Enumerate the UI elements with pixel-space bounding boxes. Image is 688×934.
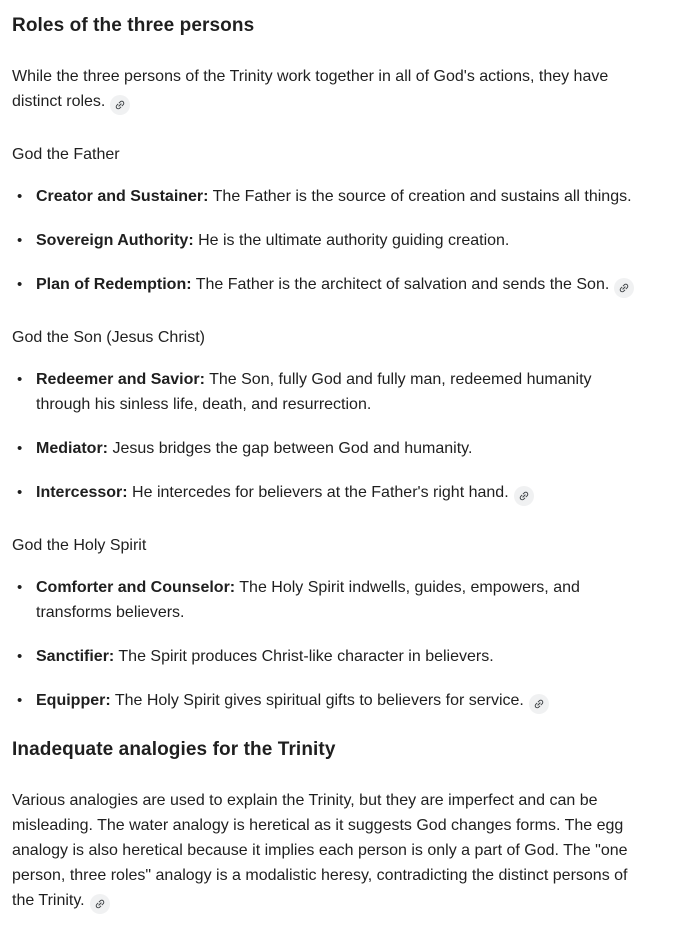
link-icon [114,99,126,111]
item-desc: The Father is the architect of salvation and sends the Son. [195,276,610,293]
list-item [12,688,644,714]
citation-link-button[interactable] [614,278,634,298]
list-god-the-father [12,184,644,298]
subheading-god-the-father: God the Father [12,146,120,163]
item-desc: Jesus bridges the gap between God and humanity. [112,440,473,457]
list-god-the-holy-spirit [12,575,644,714]
list-item [12,480,644,506]
intro-text: While the three persons of the Trinity work together in all of God's actions, they have distinct roles. [12,68,609,110]
list-item [12,575,644,625]
citation-link-button[interactable] [529,694,549,714]
item-term: Mediator: [36,440,108,457]
analogies-text: Various analogies are used to explain the Trinity, but they are imperfect and can be misleading. The water analogy is heretical as it suggests God changes forms. The egg analogy is also heretical because it implies each person is only a part of God. The "one person, three roles" analogy is a modalistic heresy, contradicting the distinct persons of the Trinity. [12,792,628,909]
link-icon [518,490,530,502]
item-desc: He is the ultimate authority guiding creation. [198,232,510,249]
item-term: Sanctifier: [36,648,115,665]
analogies-paragraph [12,788,644,914]
list-item [12,272,644,298]
item-term: Intercessor: [36,484,128,501]
item-desc: The Spirit produces Christ-like character in believers. [118,648,494,665]
link-icon [618,282,630,294]
citation-link-button[interactable] [514,486,534,506]
list-item [12,228,644,253]
item-desc: The Son, fully God and fully man, redeemed humanity through his sinless life, death, and resurrection. [36,371,592,413]
list-item [12,644,644,669]
item-term: Equipper: [36,692,111,709]
list-item [12,184,644,209]
item-term: Sovereign Authority: [36,232,194,249]
link-icon [94,898,106,910]
subheading-god-the-son: God the Son (Jesus Christ) [12,329,205,346]
list-god-the-son [12,367,644,506]
item-term: Creator and Sustainer: [36,188,209,205]
list-item [12,436,644,461]
item-desc: The Holy Spirit indwells, guides, empowers, and transforms believers. [36,579,580,621]
citation-link-button[interactable] [110,95,130,115]
item-term: Comforter and Counselor: [36,579,236,596]
item-desc: He intercedes for believers at the Father's right hand. [132,484,509,501]
citation-link-button[interactable] [90,894,110,914]
intro-paragraph [12,64,644,115]
subheading-god-the-holy-spirit: God the Holy Spirit [12,537,147,554]
list-item [12,367,644,417]
section-heading-roles: Roles of the three persons [12,15,255,36]
section-heading-analogies: Inadequate analogies for the Trinity [12,739,336,760]
item-term: Plan of Redemption: [36,276,192,293]
link-icon [533,698,545,710]
item-desc: The Holy Spirit gives spiritual gifts to believers for service. [114,692,524,709]
item-term: Redeemer and Savior: [36,371,205,388]
item-desc: The Father is the source of creation and sustains all things. [212,188,632,205]
